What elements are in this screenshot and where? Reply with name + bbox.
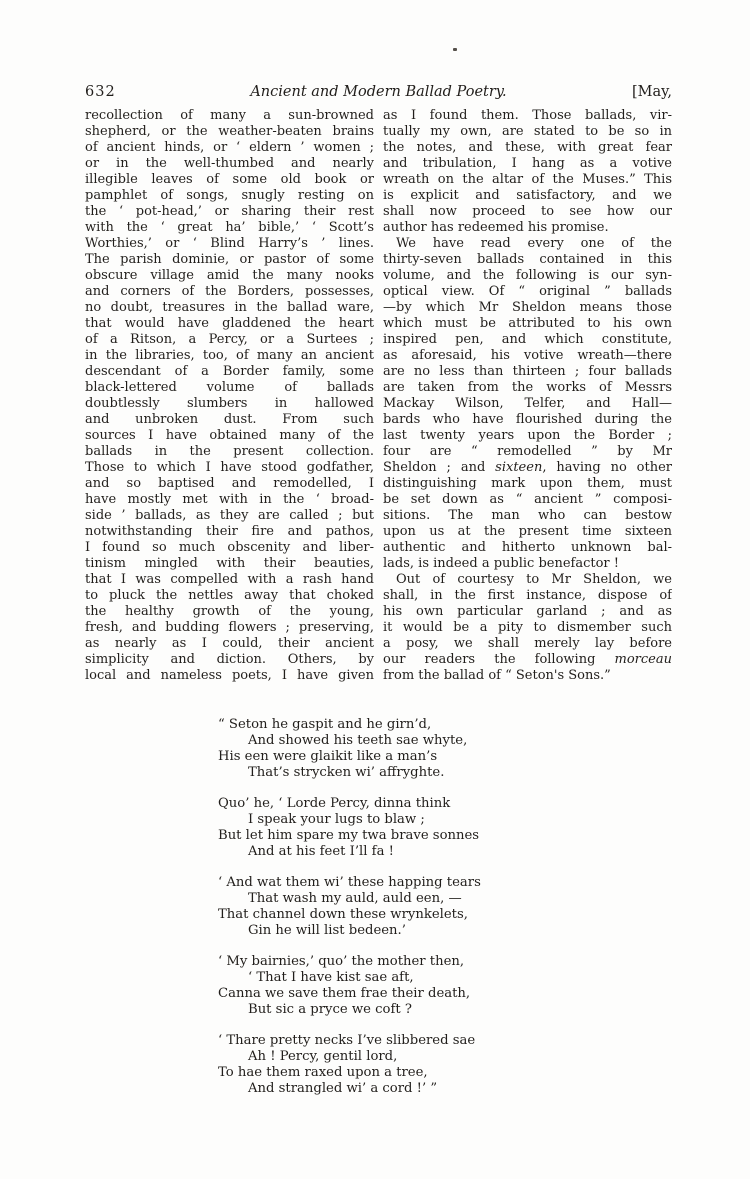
text-line: inspired pen, and which constitute,: [383, 332, 672, 347]
text-line: fresh, and budding flowers ; preserving,: [85, 620, 374, 635]
text-line: shall now proceed to see how our: [383, 204, 672, 219]
text-line: recollection of many a sun-browned: [85, 108, 374, 123]
two-column-text: [85, 108, 672, 684]
text-line: The parish dominie, or pastor of some: [85, 252, 374, 267]
text-line: obscure village amid the many nooks: [85, 268, 374, 283]
text-line: tinism mingled with their beauties,: [85, 556, 374, 571]
poem-line: I speak your lugs to blaw ;: [248, 812, 425, 827]
text-line: which must be attributed to his own: [383, 316, 672, 331]
text-line: We have read every one of the: [396, 236, 672, 251]
text-line: and so baptised and remodelled, I: [85, 476, 374, 491]
text-line: shall, in the first instance, dispose of: [383, 588, 672, 603]
poem-stanza: [218, 796, 638, 860]
text-line: author has redeemed his promise.: [383, 220, 609, 235]
print-speck: [453, 48, 457, 51]
text-line: be set down as “ ancient ” composi-: [383, 492, 672, 507]
text-line: tually my own, are stated to be so in: [383, 124, 672, 139]
text-line: optical view. Of “ original ” ballads: [383, 284, 672, 299]
text-line: doubtlessly slumbers in hallowed: [85, 396, 374, 411]
text-line: I found so much obscenity and liber-: [85, 540, 374, 555]
text-line: his own particular garland ; and as: [383, 604, 672, 619]
ballad-excerpt: [218, 717, 638, 1112]
text-line: Out of courtesy to Mr Sheldon, we: [396, 572, 672, 587]
text-line: ballads in the present collection.: [85, 444, 374, 459]
poem-line: “ Seton he gaspit and he girn’d,: [218, 717, 432, 732]
poem-line: But sic a pryce we coft ?: [248, 1002, 412, 1017]
poem-line: ‘ That I have kist sae aft,: [248, 970, 414, 985]
text-line: distinguishing mark upon them, must: [383, 476, 672, 491]
header-month-label: [May,: [631, 84, 672, 100]
text-line: notwithstanding their fire and pathos,: [85, 524, 374, 539]
poem-line: Quo’ he, ‘ Lorde Percy, dinna think: [218, 796, 451, 811]
text-line: Mackay Wilson, Telfer, and Hall—: [383, 396, 672, 411]
text-line: it would be a pity to dismember such: [383, 620, 672, 635]
text-line: bards who have flourished during the: [383, 412, 672, 427]
text-line: as I found them. Those ballads, vir-: [383, 108, 672, 123]
poem-stanza: [218, 1033, 638, 1097]
text-line: lads, is indeed a public benefactor !: [383, 556, 619, 571]
text-line: Sheldon ; and sixteen, having no other: [383, 460, 672, 475]
poem-line: ‘ Thare pretty necks I’ve slibbered sae: [218, 1033, 476, 1048]
poem-line: And strangled wi’ a cord !’ ”: [248, 1081, 438, 1096]
text-line: last twenty years upon the Border ;: [383, 428, 672, 443]
page-number: 632: [85, 84, 116, 100]
text-line: Worthies,’ or ‘ Blind Harry’s ’ lines.: [85, 236, 374, 251]
text-line: wreath on the altar of the Muses.” This: [383, 172, 672, 187]
text-line: our readers the following morceau: [383, 652, 672, 667]
text-line: sitions. The man who can bestow: [383, 508, 672, 523]
text-line: are no less than thirteen ; four ballads: [383, 364, 672, 379]
text-line: to pluck the nettles away that choked: [85, 588, 374, 603]
text-line: with the ‘ great ha’ bible,’ ‘ Scott’s: [85, 220, 374, 235]
poem-line: Ah ! Percy, gentil lord,: [248, 1049, 398, 1064]
text-line: of a Ritson, a Percy, or a Surtees ;: [85, 332, 374, 347]
text-line: shepherd, or the weather-beaten brains: [85, 124, 374, 139]
text-line: sources I have obtained many of the: [85, 428, 374, 443]
poem-line: That wash my auld, auld een, —: [248, 891, 462, 906]
text-line: illegible leaves of some old book or: [85, 172, 374, 187]
text-line: local and nameless poets, I have given: [85, 668, 374, 683]
text-line: are taken from the works of Messrs: [383, 380, 672, 395]
text-line: thirty-seven ballads contained in this: [383, 252, 672, 267]
text-line: or in the well-thumbed and nearly: [85, 156, 374, 171]
text-line: —by which Mr Sheldon means those: [383, 300, 672, 315]
text-line: that I was compelled with a rash hand: [85, 572, 374, 587]
text-line: and unbroken dust. From such: [85, 412, 374, 427]
text-line: no doubt, treasures in the ballad ware,: [85, 300, 374, 315]
text-line: from the ballad of “ Seton's Sons.”: [383, 668, 611, 683]
running-title: Ancient and Modern Ballad Poetry.: [250, 84, 507, 100]
text-line: the healthy growth of the young,: [85, 604, 374, 619]
poem-line: Gin he will list bedeen.’: [248, 923, 406, 938]
poem-stanza: [218, 875, 638, 939]
text-line: as aforesaid, his votive wreath—there: [383, 348, 672, 363]
poem-line: ‘ My bairnies,’ quo’ the mother then,: [218, 954, 465, 969]
text-line: four are “ remodelled ” by Mr: [383, 444, 672, 459]
poem-line: But let him spare my twa brave sonnes: [218, 828, 480, 843]
text-line: is explicit and satisfactory, and we: [383, 188, 672, 203]
text-line: and tribulation, I hang as a votive: [383, 156, 672, 171]
text-line: and corners of the Borders, possesses,: [85, 284, 374, 299]
page-header: [85, 83, 672, 101]
poem-line: That channel down these wrynkelets,: [218, 907, 468, 922]
poem-stanza: [218, 717, 638, 781]
poem-stanza: [218, 954, 638, 1018]
poem-line: ‘ And wat them wi’ these happing tears: [218, 875, 481, 890]
text-line: upon us at the present time sixteen: [383, 524, 672, 539]
right-column: [383, 108, 672, 684]
text-line: side ’ ballads, as they are called ; but: [85, 508, 374, 523]
text-line: in the libraries, too, of many an ancient: [85, 348, 374, 363]
text-line: simplicity and diction. Others, by: [85, 652, 374, 667]
poem-line: To hae them raxed upon a tree,: [218, 1065, 428, 1080]
text-line: that would have gladdened the heart: [85, 316, 374, 331]
poem-line: And showed his teeth sae whyte,: [248, 733, 468, 748]
text-line: black-lettered volume of ballads: [85, 380, 374, 395]
poem-line: His een were glaikit like a man’s: [218, 749, 438, 764]
text-line: authentic and hitherto unknown bal-: [383, 540, 672, 555]
text-line: pamphlet of songs, snugly resting on: [85, 188, 374, 203]
text-line: Those to which I have stood godfather,: [85, 460, 374, 475]
text-line: the notes, and these, with great fear: [383, 140, 672, 155]
text-line: as nearly as I could, their ancient: [85, 636, 374, 651]
text-line: have mostly met with in the ‘ broad-: [85, 492, 374, 507]
poem-line: And at his feet I’ll fa !: [248, 844, 394, 859]
text-line: a posy, we shall merely lay before: [383, 636, 672, 651]
text-line: volume, and the following is our syn-: [383, 268, 672, 283]
poem-line: Canna we save them frae their death,: [218, 986, 471, 1001]
left-column: [85, 108, 374, 684]
poem-line: That’s strycken wi’ affryghte.: [248, 765, 445, 780]
text-line: the ‘ pot-head,’ or sharing their rest: [85, 204, 374, 219]
text-line: of ancient hinds, or ‘ eldern ’ women ;: [85, 140, 374, 155]
text-line: descendant of a Border family, some: [85, 364, 374, 379]
